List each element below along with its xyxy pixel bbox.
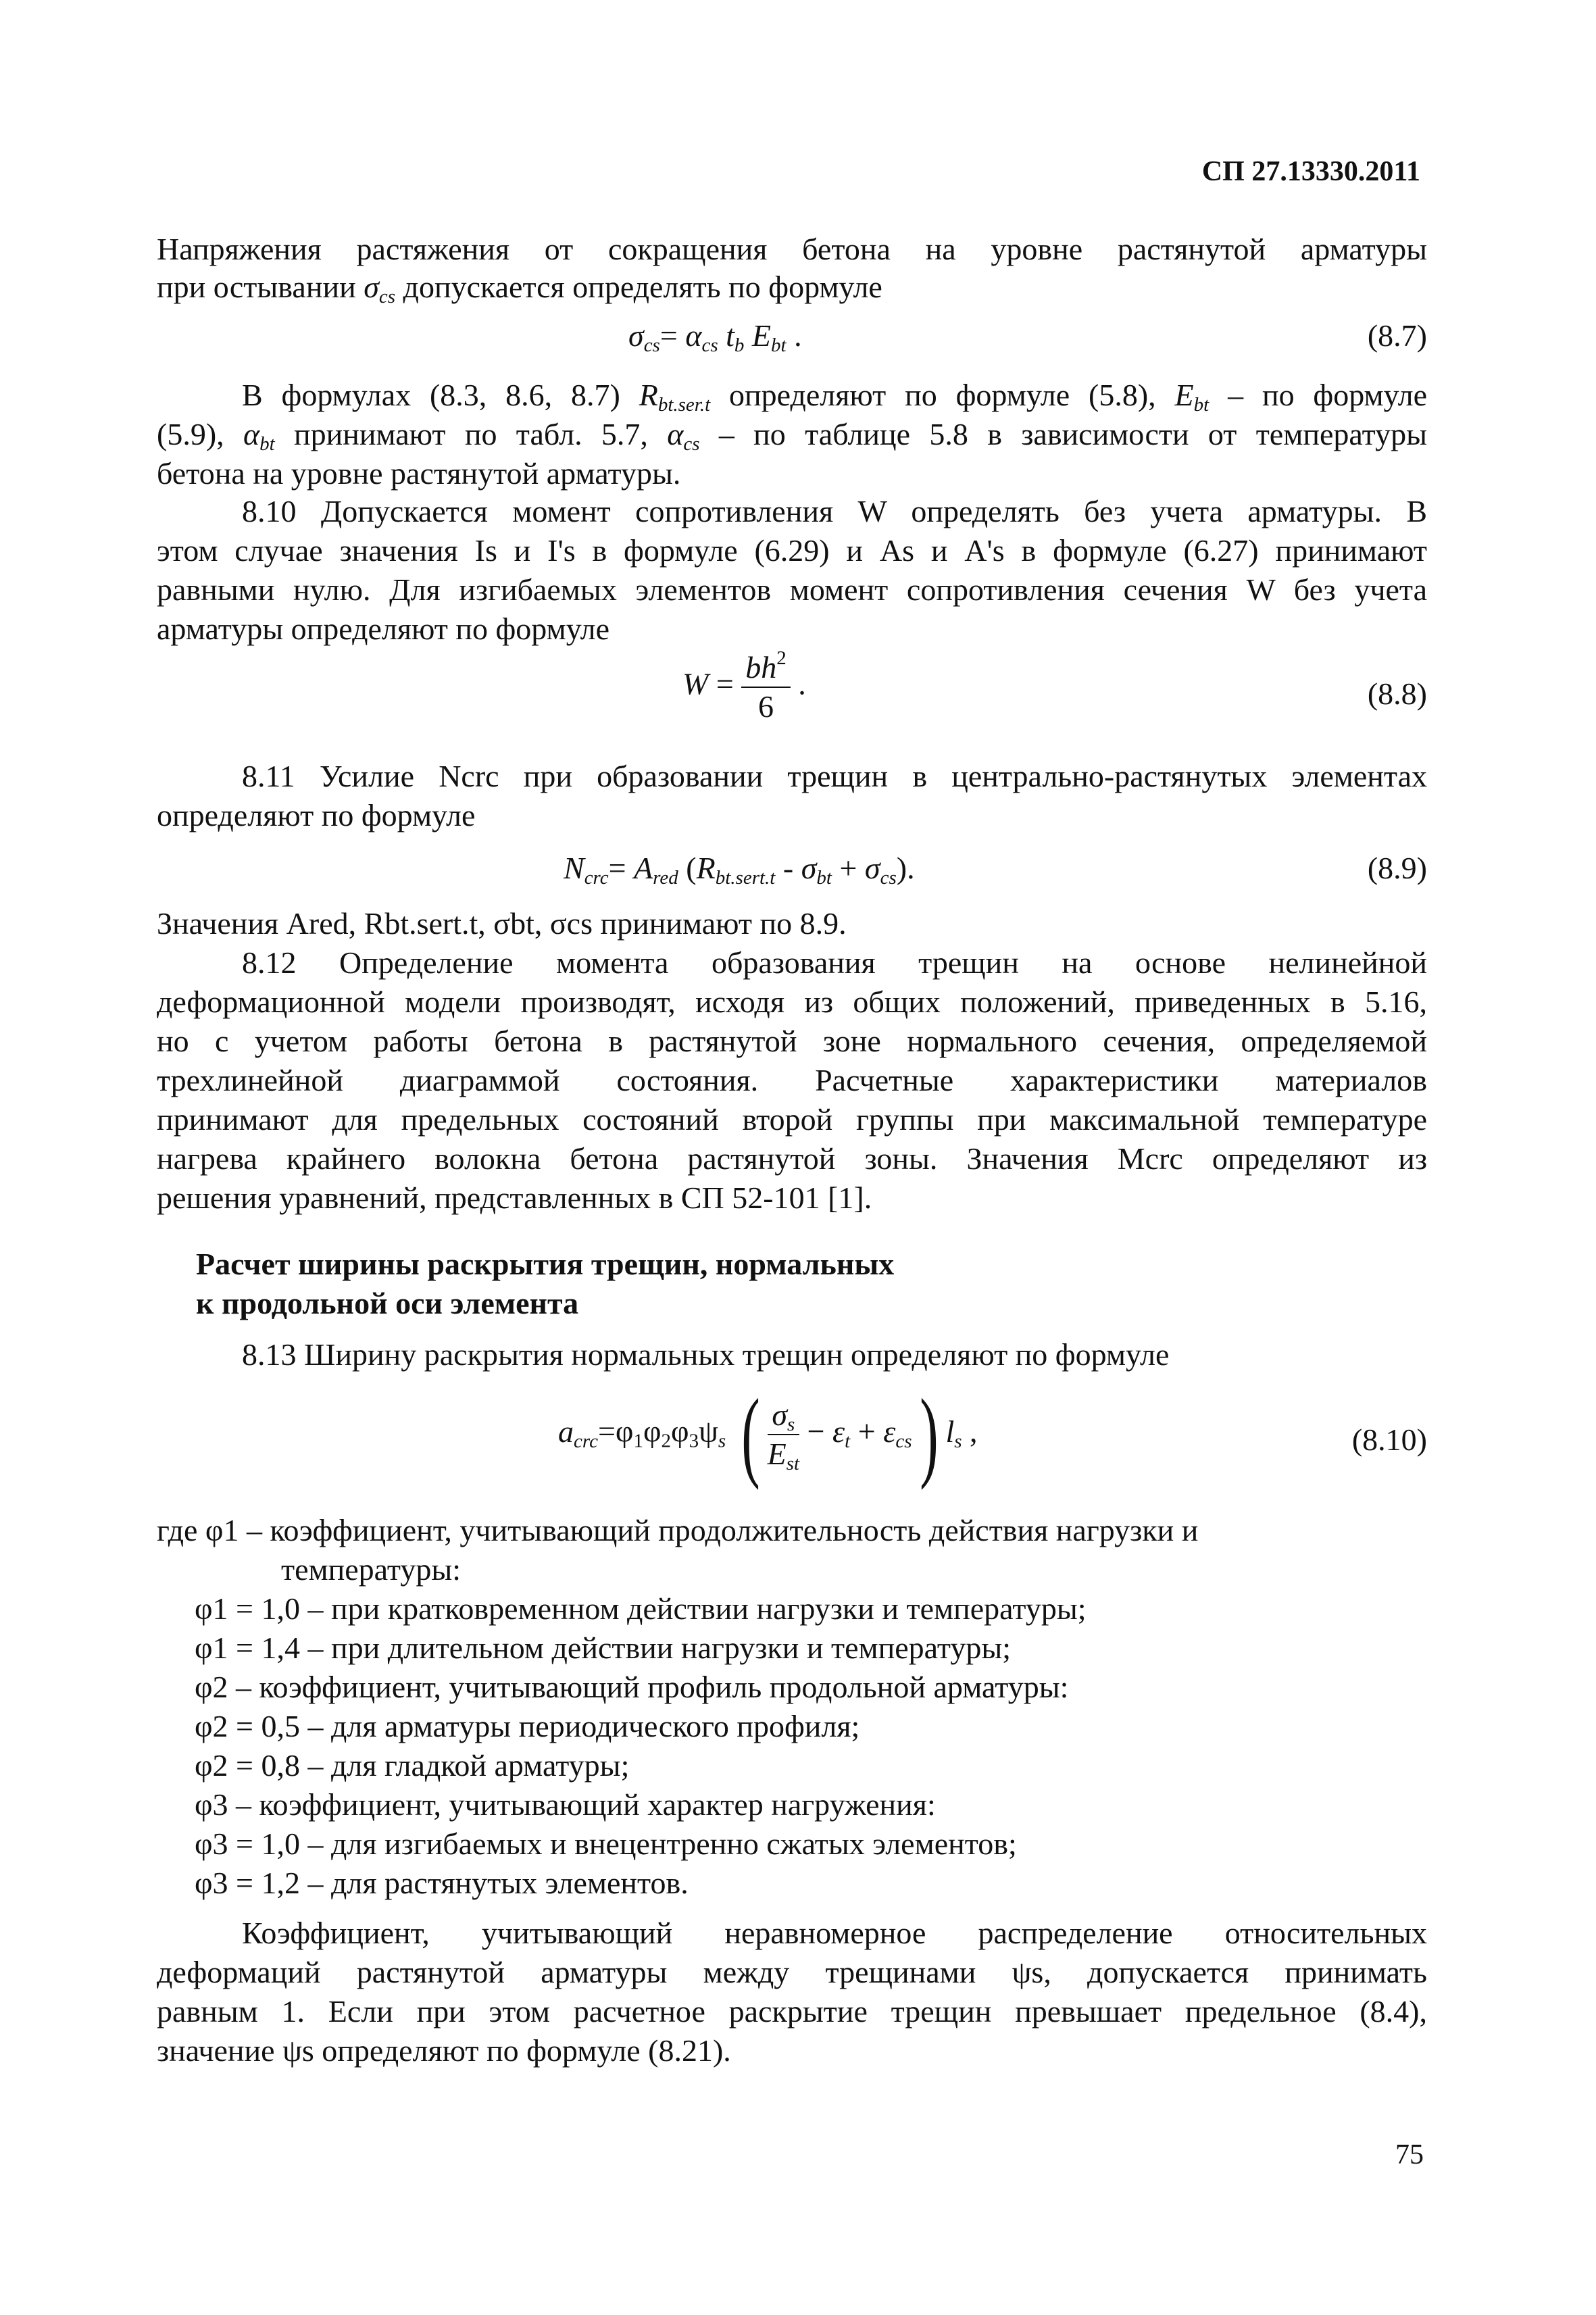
paragraph-line: этом случае значения Is и I's в формуле (6.29) и As и A's в формуле (6.27) принимают — [157, 533, 1427, 568]
list-item: φ1 = 1,0 – при кратковременном действии нагрузки и температуры; — [195, 1591, 1087, 1626]
formula-8-7: $\sigma_{cs}= \alpha_{cs}$ $t_b$ $E_{bt}$ . — [628, 318, 802, 356]
list-item: φ2 = 0,5 – для арматуры периодического профиля; — [195, 1709, 860, 1743]
list-item: φ2 – коэффициент, учитывающий профиль продольной арматуры: — [195, 1670, 1069, 1704]
formula-8-8: W = $\frac{bh^2}{6}$ . — [682, 647, 806, 724]
list-item: температуры: — [281, 1552, 462, 1587]
list-item: φ3 – коэффициент, учитывающий характер нагружения: — [195, 1787, 936, 1822]
document-code: СП 27.13330.2011 — [1201, 156, 1420, 187]
paragraph-line: 8.12 Определение момента образования трещин на основе нелинейной — [242, 945, 1427, 980]
section-title: Расчет ширины раскрытия трещин, нормальных — [196, 1247, 895, 1281]
paragraph-line: 8.10 Допускается момент сопротивления W определять без учета арматуры. В — [242, 494, 1427, 528]
paragraph-line: нагрева крайнего волокна бетона растянутой зоны. Значения Mcrc определяют из — [157, 1141, 1427, 1176]
paragraph-line: равными нулю. Для изгибаемых элементов момент сопротивления сечения W без учета — [157, 572, 1427, 607]
formula-number: (8.10) — [1351, 1422, 1427, 1457]
paragraph-line: определяют по формуле — [157, 798, 476, 832]
paragraph-line: но с учетом работы бетона в растянутой зоне нормального сечения, определяемой — [157, 1024, 1427, 1058]
list-item: где φ1 – коэффициент, учитывающий продолжительность действия нагрузки и — [157, 1513, 1199, 1547]
paragraph-line: решения уравнений, представленных в СП 52-101 [1]. — [157, 1180, 872, 1215]
paragraph-line: Коэффициент, учитывающий неравномерное распределение относительных — [242, 1916, 1427, 1950]
paragraph-line: бетона на уровне растянутой арматуры. — [157, 456, 681, 491]
formula-number: (8.8) — [1367, 676, 1427, 711]
paragraph-line: 8.11 Усилие Ncrc при образовании трещин в центрально-растянутых элементах — [242, 759, 1427, 793]
paragraph-line: трехлинейной диаграммой состояния. Расчетные характеристики материалов — [157, 1063, 1427, 1097]
paragraph-line: при остывании $\sigma_{cs}$ допускается определять по формуле — [157, 270, 882, 307]
page-number: 75 — [1395, 2139, 1424, 2170]
paragraph-line: деформационной модели производят, исходя из общих положений, приведенных в 5.16, — [157, 985, 1427, 1019]
list-item: φ3 = 1,0 – для изгибаемых и внецентренно сжатых элементов; — [195, 1826, 1017, 1861]
paragraph-line: значение ψs определяют по формуле (8.21). — [157, 2033, 731, 2068]
formula-number: (8.9) — [1367, 851, 1427, 885]
paragraph-line: Напряжения растяжения от сокращения бетона на уровне растянутой арматуры — [157, 232, 1427, 266]
formula-8-9: $N_{crc}= A_{red}$ $(R_{bt.sert.t} - \sigma_{bt} + \sigma_{cs})$. — [564, 851, 915, 889]
paragraph-line: принимают для предельных состояний второй группы при максимальной температуре — [157, 1102, 1427, 1137]
paragraph-line: арматуры определяют по формуле — [157, 612, 610, 646]
list-item: φ1 = 1,4 – при длительном действии нагрузки и температуры; — [195, 1631, 1012, 1665]
formula-8-10: $a_{crc}=\varphi_1\varphi_2\varphi_3\psi_s$ ( $\frac{\sigma_s}{E_{st}}$ − $\varepsilon_t + \varepsilon_{cs}$) $l_s$ , — [558, 1378, 978, 1491]
list-item: φ3 = 1,2 – для растянутых элементов. — [195, 1866, 689, 1900]
paragraph-line: равным 1. Если при этом расчетное раскрытие трещин превышает предельное (8.4), — [157, 1994, 1427, 2028]
paragraph-line: Значения Ared, Rbt.sert.t, σbt, σcs принимают по 8.9. — [157, 906, 847, 941]
paragraph-line: (5.9), $\alpha_{bt}$ принимают по табл. 5.7, $\alpha_{cs}$ – по таблице 5.8 в зависимости от температуры — [157, 417, 1427, 455]
paragraph-line: 8.13 Ширину раскрытия нормальных трещин определяют по формуле — [242, 1337, 1170, 1372]
paragraph-line: деформаций растянутой арматуры между трещинами ψs, допускается принимать — [157, 1955, 1427, 1989]
section-title: к продольной оси элемента — [196, 1286, 579, 1320]
list-item: φ2 = 0,8 – для гладкой арматуры; — [195, 1748, 630, 1783]
formula-number: (8.7) — [1367, 318, 1427, 353]
paragraph-line: В формулах (8.3, 8.6, 8.7) $R_{bt.ser.t}$ определяют по формуле (5.8), $E_{bt}$ – по формуле — [242, 378, 1428, 416]
